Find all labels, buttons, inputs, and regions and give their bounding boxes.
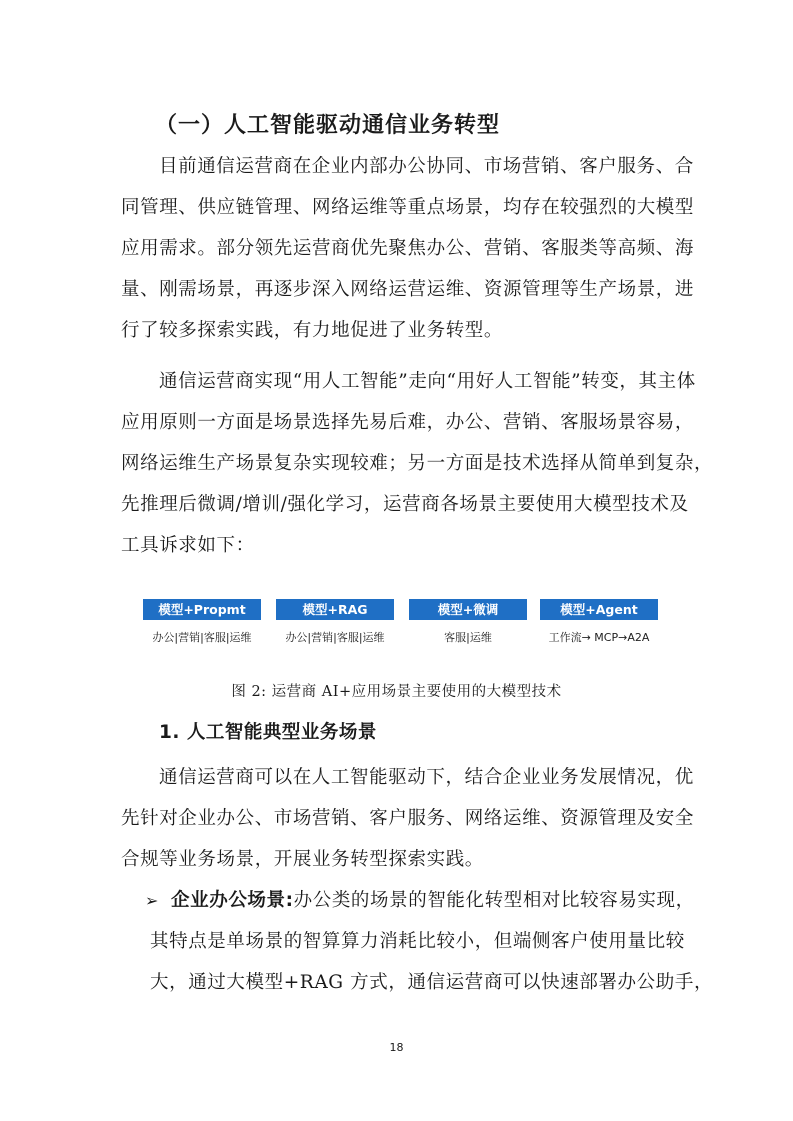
text-line: 应用原则一方面是场景选择先易后难，办公、营销、客服场景容易， (121, 412, 695, 433)
paragraph-scenarios (121, 757, 695, 880)
text-line: 通信运营商实现“用人工智能”走向“用好人工智能”转变，其主体 (159, 371, 696, 392)
paragraph-principles (121, 361, 714, 566)
figure-item-label: 模型+Agent (540, 599, 658, 620)
figure-item-label: 模型+Propmt (143, 599, 261, 620)
figure-item-desc: 办公|营销|客服|运维 (152, 631, 252, 644)
text-line: 行了较多探索实践，有力地促进了业务转型。 (121, 320, 504, 341)
text-line: 合规等业务场景，开展业务转型探索实践。 (121, 849, 484, 870)
text-line: 工具诉求如下： (121, 535, 255, 556)
figure-item-desc: 工作流→ MCP→A2A (548, 631, 650, 644)
text-line: 目前通信运营商在企业内部办公协同、市场营销、客户服务、合 (159, 156, 694, 177)
bullet-first-line (121, 880, 695, 921)
figure-item-desc: 客服|运维 (444, 631, 492, 644)
figure-item-label: 模型+RAG (276, 599, 394, 620)
paragraph-intro (121, 146, 695, 351)
text-line: 先针对企业办公、市场营销、客户服务、网络运维、资源管理及安全 (121, 808, 695, 829)
figure-item (276, 599, 394, 645)
figure-item (409, 599, 527, 645)
text-line: 同管理、供应链管理、网络运维等重点场景，均存在较强烈的大模型 (121, 197, 695, 218)
arrow-bullet-icon: ➢ (145, 891, 160, 910)
figure-item (540, 599, 658, 645)
page-number: 18 (389, 1041, 404, 1054)
text-line: 大，通过大模型+RAG 方式，通信运营商可以快速部署办公助手， (150, 972, 714, 993)
subsection-title: 1. 人工智能典型业务场景 (159, 722, 377, 743)
figure-item-label: 模型+微调 (409, 599, 527, 620)
figure-caption: 图 2: 运营商 AI+应用场景主要使用的大模型技术 (231, 684, 562, 700)
text-line: 通信运营商可以在人工智能驱动下，结合企业业务发展情况，优 (159, 767, 694, 788)
text-line: 应用需求。部分领先运营商优先聚焦办公、营销、客服类等高频、海 (121, 238, 695, 259)
text-line: 网络运维生产场景复杂实现较难；另一方面是技术选择从简单到复杂， (121, 453, 714, 474)
text-line: 先推理后微调/增训/强化学习，运营商各场景主要使用大模型技术及 (121, 494, 689, 515)
text-line: 其特点是单场景的智算算力消耗比较小，但端侧客户使用量比较 (150, 931, 685, 952)
text-line: 量、刚需场景，再逐步深入网络运营运维、资源管理等生产场景，进 (121, 279, 695, 300)
figure-tech-stack (143, 599, 663, 659)
bullet-text: 办公类的场景的智能化转型相对比较容易实现， (293, 890, 695, 911)
bullet-lead: 企业办公场景: (171, 890, 294, 911)
section-title: （一）人工智能驱动通信业务转型 (155, 113, 501, 138)
bullet-office-scenario (121, 880, 714, 1003)
figure-item (143, 599, 261, 645)
figure-item-desc: 办公|营销|客服|运维 (285, 631, 385, 644)
